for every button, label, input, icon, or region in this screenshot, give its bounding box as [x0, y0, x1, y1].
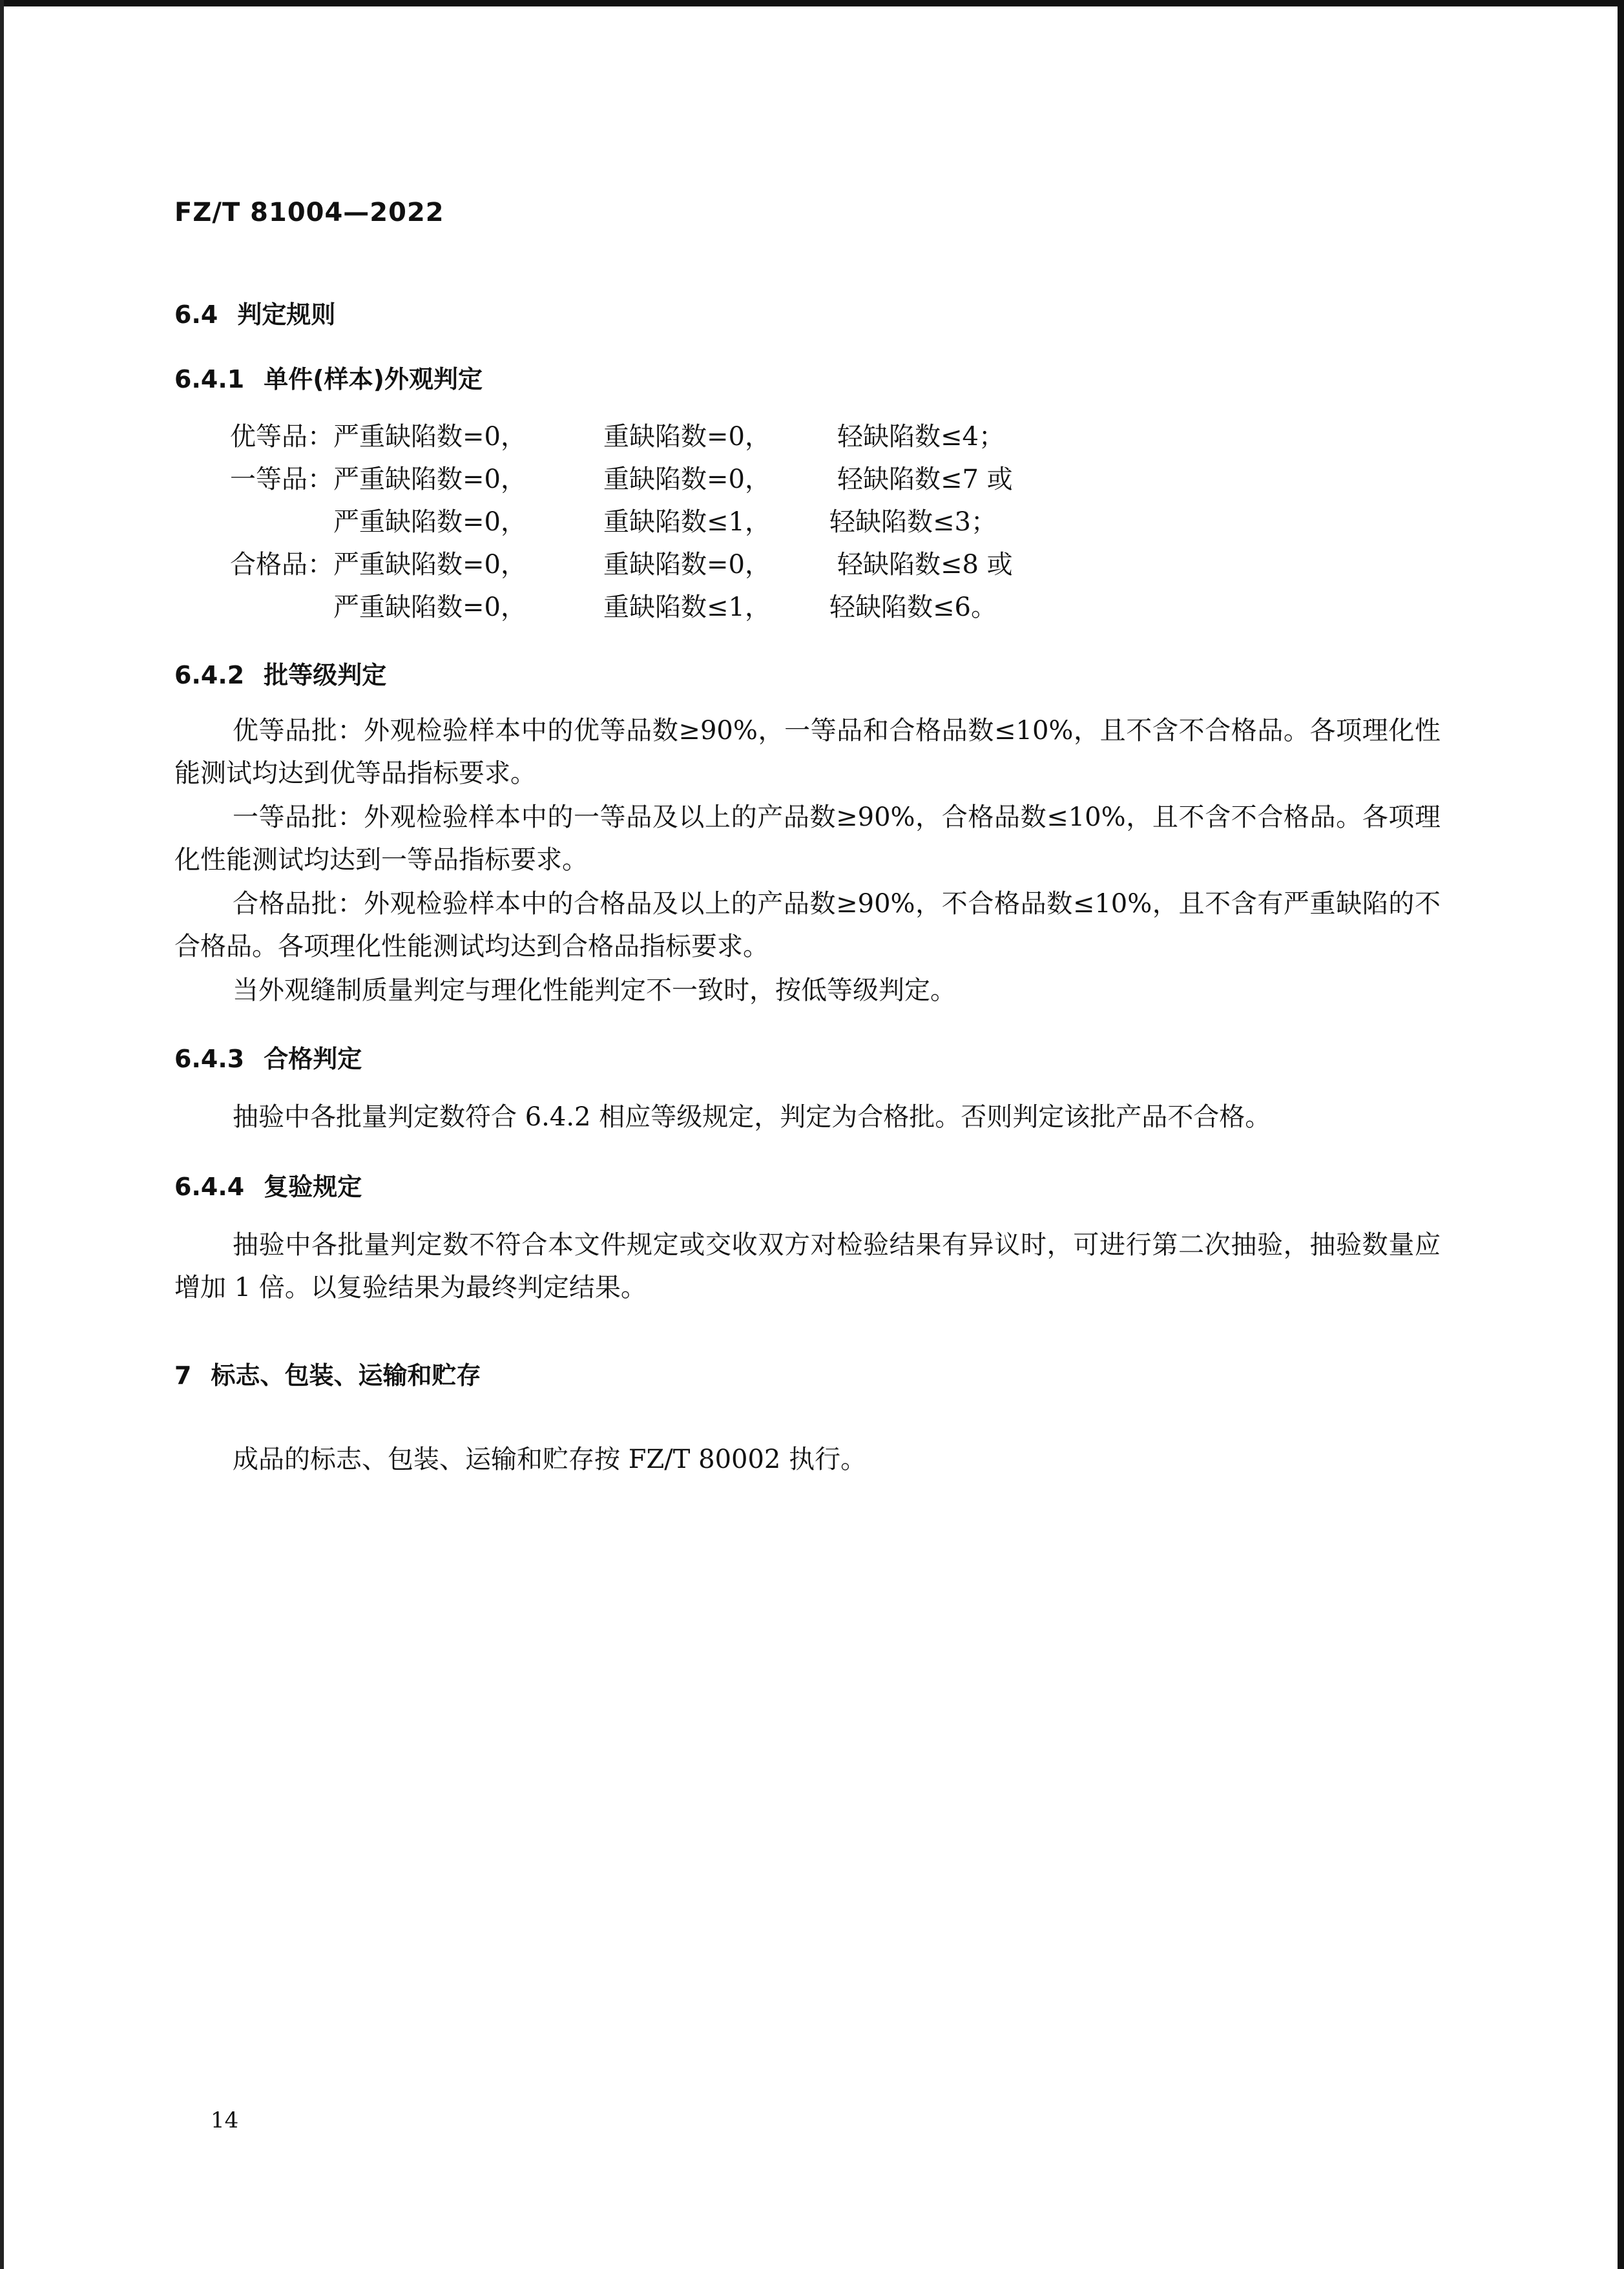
severe-defect-count: 严重缺陷数=0，	[333, 507, 526, 537]
section-title: 标志、包装、运输和贮存	[211, 1361, 481, 1390]
page-number: 14	[211, 2107, 239, 2133]
grade-label: 一等品：	[230, 465, 333, 494]
section-6-4-heading	[174, 295, 335, 330]
severe-defect-count: 严重缺陷数=0，	[333, 592, 526, 622]
minor-defect-count: 轻缺陷数≤6。	[829, 592, 997, 622]
lot-grade-first-class-paragraph: 一等品批：外观检验样本中的一等品及以上的产品数≥90%，合格品数≤10%，且不含不合格品。各项理化性能测试均达到一等品指标要求。	[174, 802, 1441, 875]
scan-border-left	[0, 0, 4, 2269]
major-defect-count: 重缺陷数=0，	[603, 465, 771, 494]
document-id: FZ/T 81004—2022	[174, 198, 444, 227]
section-number: 7	[174, 1361, 192, 1390]
section-title: 复验规定	[264, 1173, 362, 1201]
section-number: 6.4.4	[174, 1173, 245, 1201]
pass-judgement-paragraph: 抽验中各批量判定数符合 6.4.2 相应等级规定，判定为合格批。否则判定该批产品不合格。	[233, 1102, 1271, 1132]
severe-defect-count: 严重缺陷数=0，	[333, 465, 526, 494]
section-title: 合格判定	[264, 1045, 362, 1073]
major-defect-count: 重缺陷数=0，	[603, 422, 771, 452]
minor-defect-count: 轻缺陷数≤4；	[837, 422, 1005, 452]
minor-defect-count: 轻缺陷数≤8 或	[837, 550, 1013, 580]
marking-packaging-paragraph: 成品的标志、包装、运输和贮存按 FZ/T 80002 执行。	[233, 1445, 867, 1474]
section-number: 6.4.3	[174, 1045, 245, 1073]
scan-border-right	[1618, 0, 1624, 2269]
section-6-4-4-heading	[174, 1167, 362, 1202]
major-defect-count: 重缺陷数≤1，	[603, 507, 771, 537]
section-title: 判定规则	[237, 300, 336, 329]
section-6-4-2-heading	[174, 655, 386, 691]
section-number: 6.4.2	[174, 661, 245, 689]
section-title: 批等级判定	[264, 661, 387, 689]
minor-defect-count: 轻缺陷数≤3；	[829, 507, 997, 537]
section-number: 6.4.1	[174, 365, 245, 393]
minor-defect-count: 轻缺陷数≤7 或	[837, 465, 1013, 494]
lot-grade-excellent-paragraph: 优等品批：外观检验样本中的优等品数≥90%，一等品和合格品数≤10%，且不含不合格品。各项理化性能测试均达到优等品指标要求。	[174, 716, 1441, 788]
section-7-heading	[174, 1355, 481, 1391]
severe-defect-count: 严重缺陷数=0，	[333, 422, 526, 452]
reinspection-paragraph: 抽验中各批量判定数不符合本文件规定或交收双方对检验结果有异议时，可进行第二次抽验，抽验数量应增加 1 倍。以复验结果为最终判定结果。	[174, 1230, 1441, 1302]
grade-label: 优等品：	[230, 422, 333, 452]
lot-grade-conflict-paragraph: 当外观缝制质量判定与理化性能判定不一致时，按低等级判定。	[233, 976, 956, 1005]
grade-label: 合格品：	[230, 550, 333, 580]
major-defect-count: 重缺陷数=0，	[603, 550, 771, 580]
section-6-4-1-heading	[174, 359, 483, 395]
section-title: 单件(样本)外观判定	[264, 365, 483, 393]
lot-grade-qualified-paragraph: 合格品批：外观检验样本中的合格品及以上的产品数≥90%，不合格品数≤10%，且不含有严重缺陷的不合格品。各项理化性能测试均达到合格品指标要求。	[174, 889, 1441, 961]
severe-defect-count: 严重缺陷数=0，	[333, 550, 526, 580]
section-6-4-3-heading	[174, 1039, 362, 1074]
section-number: 6.4	[174, 300, 218, 329]
major-defect-count: 重缺陷数≤1，	[603, 592, 771, 622]
scan-border-top	[0, 0, 1624, 6]
